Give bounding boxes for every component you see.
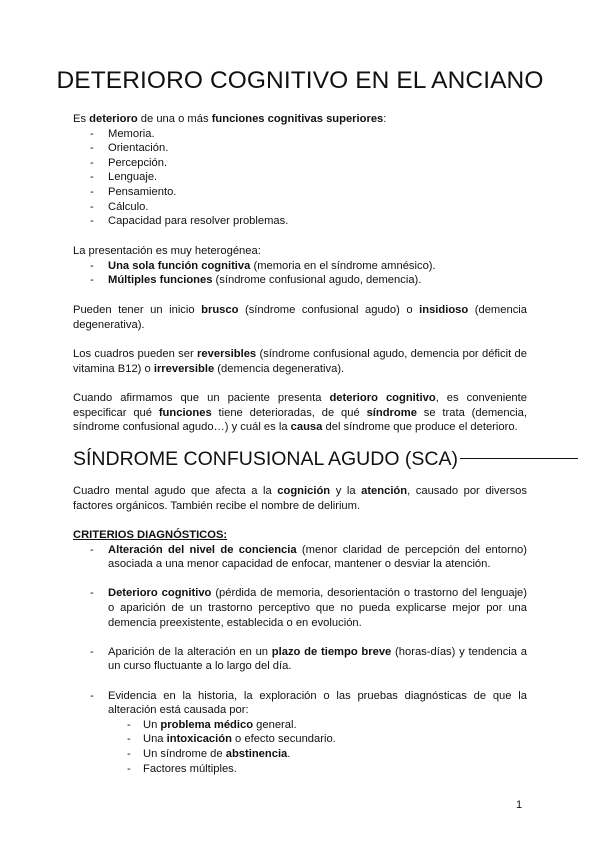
presentation-lead: La presentación es muy heterogénea: — [73, 245, 261, 257]
onset-paragraph: Pueden tener un inicio brusco (síndrome confusional agudo) o insidioso (demencia degenerativa). — [73, 304, 527, 331]
criterion-item: - Aparición de la alteración en un plazo de tiempo breve (horas-días) y tendencia a un curso fluctuante a lo largo del día. — [73, 645, 527, 674]
criteria-title: CRITERIOS DIAGNÓSTICOS: — [73, 529, 228, 541]
list-item: - Capacidad para resolver problemas. — [73, 214, 527, 229]
intro-block — [73, 112, 527, 229]
list-item: - Un problema médico general. — [108, 718, 527, 733]
list-item: - Factores múltiples. — [108, 762, 527, 777]
specify-paragraph: Cuando afirmamos que un paciente presenta deterioro cognitivo, es conveniente especificar qué funciones tiene deterioradas, de qué síndrome se trata (demencia, síndrome confusional agudo…) y cuál es la causa del síndrome que produce el deterioro. — [73, 392, 527, 434]
sca-description: Cuadro mental agudo que afecta a la cognición y la atención, causado por diversos factores orgánicos. También recibe el nombre de delirium. — [73, 485, 527, 512]
criterion-item: - Alteración del nivel de conciencia (menor claridad de percepción del entorno) asociada a una menor capacidad de enfocar, mantener o desviar la atención. — [73, 543, 527, 572]
cognitive-functions-list — [73, 127, 527, 229]
criterion-item: - Deterioro cognitivo (pérdida de memoria, desorientación o trastorno del lenguaje) o aparición de un trastorno perceptivo que no pueda explicarse mejor por una demencia preexistente, establecida o en evolución. — [73, 586, 527, 630]
list-item: - Orientación. — [73, 141, 527, 156]
criterion-item: - Evidencia en la historia, la exploración o las pruebas diagnósticas de que la alteración está causada por: - Un problema médico general. - Una intoxicación o efecto secundario. - Un síndrome de abstinencia. - Factores múltiples. — [73, 689, 527, 777]
reversibility-paragraph: Los cuadros pueden ser reversibles (síndrome confusional agudo, demencia por déficit de vitamina B12) o irreversible (demencia degenerativa). — [73, 348, 527, 375]
heading-rule — [460, 458, 578, 459]
list-item: - Un síndrome de abstinencia. — [108, 747, 527, 762]
intro-paragraph: Es deterioro de una o más funciones cognitivas superiores: — [73, 113, 387, 125]
list-item: - Una intoxicación o efecto secundario. — [108, 732, 527, 747]
page-number: 1 — [516, 799, 523, 811]
section-heading: SÍNDROME CONFUSIONAL AGUDO (SCA) — [73, 447, 578, 471]
presentation-block — [73, 244, 527, 288]
criteria-list — [73, 543, 527, 777]
cause-sublist — [108, 718, 527, 776]
list-item: - Múltiples funciones (síndrome confusional agudo, demencia). — [73, 273, 527, 288]
list-item: - Pensamiento. — [73, 185, 527, 200]
criteria-block — [73, 528, 527, 776]
presentation-list — [73, 259, 527, 288]
list-item: - Cálculo. — [73, 200, 527, 215]
list-item: - Lenguaje. — [73, 170, 527, 185]
page-title: DETERIORO COGNITIVO EN EL ANCIANO — [56, 67, 544, 94]
list-item: - Percepción. — [73, 156, 527, 171]
list-item: - Memoria. — [73, 127, 527, 142]
list-item: - Una sola función cognitiva (memoria en el síndrome amnésico). — [73, 259, 527, 274]
